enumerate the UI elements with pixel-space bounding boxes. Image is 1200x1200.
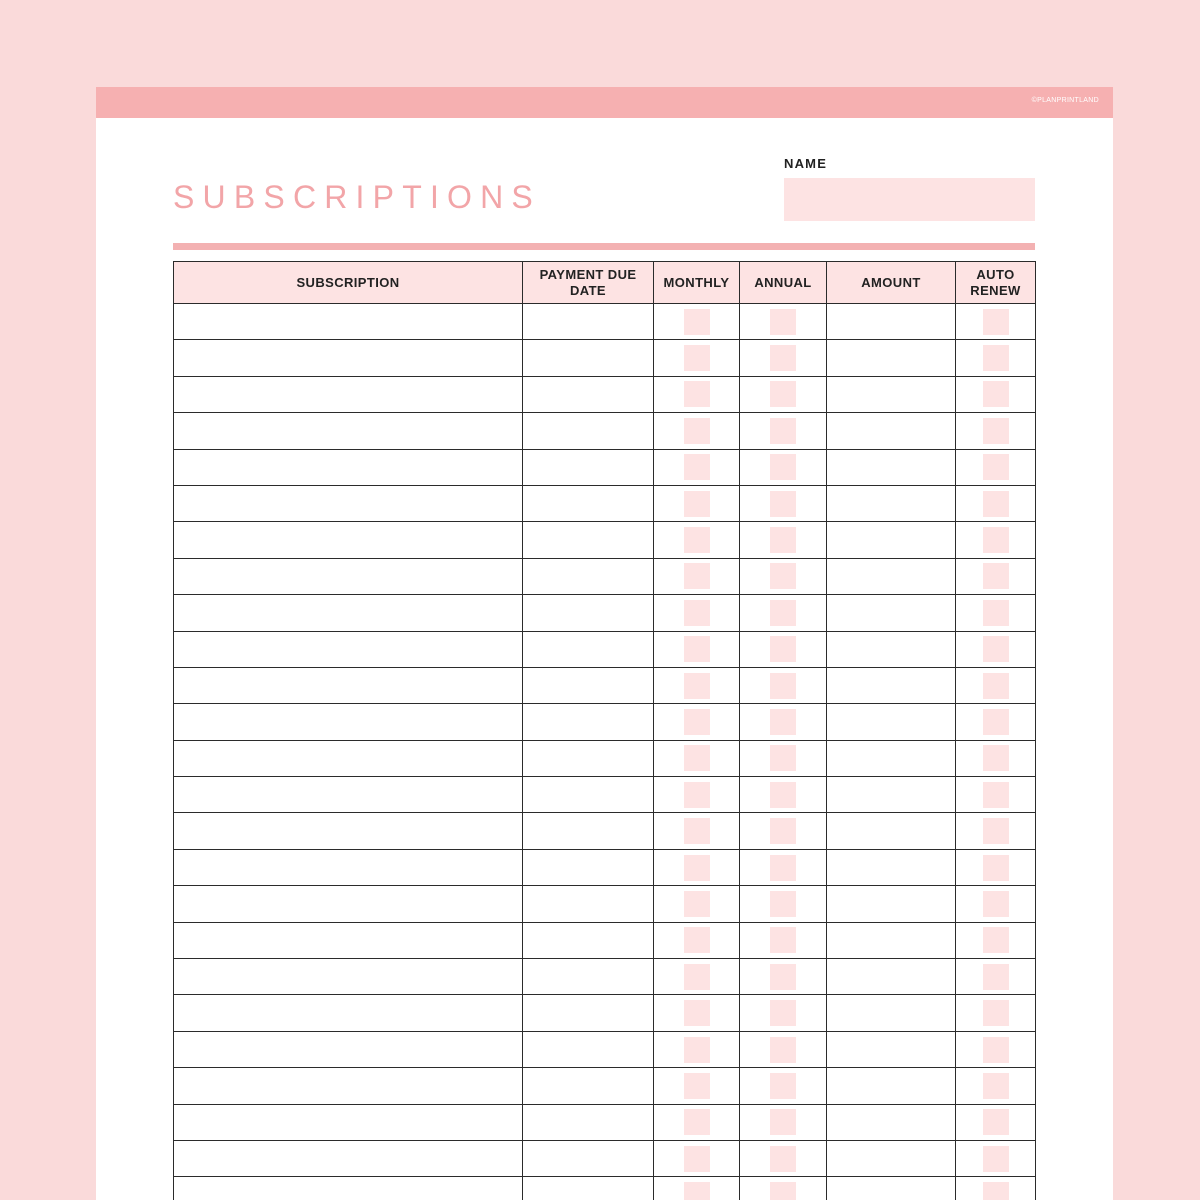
divider-rule <box>173 243 1035 250</box>
table-row <box>174 449 1036 485</box>
checkbox[interactable] <box>770 709 796 735</box>
checkbox[interactable] <box>684 600 710 626</box>
column-header-annual: ANNUAL <box>740 262 827 304</box>
table-row <box>174 922 1036 958</box>
table-cell[interactable] <box>523 558 654 594</box>
checkbox-cell[interactable] <box>740 631 827 667</box>
checkbox[interactable] <box>983 1109 1009 1135</box>
checkbox[interactable] <box>684 709 710 735</box>
table-row <box>174 376 1036 412</box>
checkbox-cell[interactable] <box>740 1104 827 1140</box>
checkbox[interactable] <box>770 1182 796 1200</box>
table-cell[interactable] <box>523 485 654 521</box>
table-cell[interactable] <box>827 558 956 594</box>
checkbox[interactable] <box>983 454 1009 480</box>
table-cell[interactable] <box>827 413 956 449</box>
checkbox[interactable] <box>770 1037 796 1063</box>
copyright-text: ©PLANPRINTLAND <box>1031 97 1099 104</box>
table-cell[interactable] <box>174 1104 523 1140</box>
subscriptions-table-container <box>173 261 1035 1200</box>
table-cell[interactable] <box>523 704 654 740</box>
checkbox-cell[interactable] <box>956 849 1036 885</box>
checkbox-cell[interactable] <box>956 922 1036 958</box>
checkbox[interactable] <box>770 345 796 371</box>
checkbox-cell[interactable] <box>956 449 1036 485</box>
checkbox[interactable] <box>983 527 1009 553</box>
checkbox[interactable] <box>770 891 796 917</box>
checkbox-cell[interactable] <box>654 522 740 558</box>
table-cell[interactable] <box>827 777 956 813</box>
table-cell[interactable] <box>827 813 956 849</box>
table-row <box>174 304 1036 340</box>
table-cell[interactable] <box>523 413 654 449</box>
table-cell[interactable] <box>174 740 523 776</box>
checkbox[interactable] <box>770 1146 796 1172</box>
table-row <box>174 1104 1036 1140</box>
checkbox-cell[interactable] <box>740 1068 827 1104</box>
table-row <box>174 777 1036 813</box>
table-cell[interactable] <box>827 922 956 958</box>
checkbox-cell[interactable] <box>740 777 827 813</box>
checkbox[interactable] <box>770 782 796 808</box>
table-cell[interactable] <box>174 522 523 558</box>
table-cell[interactable] <box>523 813 654 849</box>
checkbox-cell[interactable] <box>654 959 740 995</box>
checkbox[interactable] <box>684 1000 710 1026</box>
checkbox[interactable] <box>983 891 1009 917</box>
checkbox-cell[interactable] <box>956 304 1036 340</box>
table-cell[interactable] <box>827 1068 956 1104</box>
checkbox[interactable] <box>684 855 710 881</box>
table-cell[interactable] <box>827 740 956 776</box>
checkbox[interactable] <box>983 345 1009 371</box>
checkbox[interactable] <box>983 636 1009 662</box>
checkbox-cell[interactable] <box>654 1177 740 1200</box>
table-cell[interactable] <box>523 1140 654 1176</box>
table-cell[interactable] <box>827 995 956 1031</box>
checkbox-cell[interactable] <box>654 1140 740 1176</box>
checkbox[interactable] <box>684 745 710 771</box>
name-label: NAME <box>784 156 828 171</box>
checkbox-cell[interactable] <box>654 886 740 922</box>
checkbox-cell[interactable] <box>740 304 827 340</box>
column-header-auto-renew: AUTO RENEW <box>956 262 1036 304</box>
checkbox[interactable] <box>983 563 1009 589</box>
table-cell[interactable] <box>523 995 654 1031</box>
table-row <box>174 631 1036 667</box>
table-cell[interactable] <box>523 740 654 776</box>
table-cell[interactable] <box>827 1031 956 1067</box>
table-cell[interactable] <box>174 959 523 995</box>
checkbox[interactable] <box>983 818 1009 844</box>
table-header-row <box>174 262 1036 304</box>
table-cell[interactable] <box>174 1068 523 1104</box>
checkbox-cell[interactable] <box>956 777 1036 813</box>
checkbox[interactable] <box>684 1037 710 1063</box>
table-cell[interactable] <box>523 922 654 958</box>
table-cell[interactable] <box>523 449 654 485</box>
table-row <box>174 704 1036 740</box>
checkbox-cell[interactable] <box>956 485 1036 521</box>
checkbox-cell[interactable] <box>654 777 740 813</box>
checkbox-cell[interactable] <box>956 886 1036 922</box>
table-cell[interactable] <box>174 485 523 521</box>
checkbox[interactable] <box>983 782 1009 808</box>
checkbox-cell[interactable] <box>740 813 827 849</box>
table-row <box>174 1068 1036 1104</box>
table-row <box>174 1031 1036 1067</box>
column-header-subscription: SUBSCRIPTION <box>174 262 523 304</box>
table-cell[interactable] <box>523 522 654 558</box>
table-cell[interactable] <box>827 667 956 703</box>
checkbox-cell[interactable] <box>740 413 827 449</box>
checkbox-cell[interactable] <box>654 449 740 485</box>
checkbox[interactable] <box>983 1037 1009 1063</box>
table-cell[interactable] <box>174 995 523 1031</box>
table-row <box>174 485 1036 521</box>
checkbox[interactable] <box>684 491 710 517</box>
table-cell[interactable] <box>827 631 956 667</box>
table-cell[interactable] <box>827 1140 956 1176</box>
name-field[interactable] <box>784 178 1035 221</box>
checkbox[interactable] <box>983 964 1009 990</box>
table-cell[interactable] <box>523 376 654 412</box>
checkbox[interactable] <box>684 418 710 444</box>
checkbox[interactable] <box>983 1146 1009 1172</box>
checkbox-cell[interactable] <box>740 922 827 958</box>
checkbox[interactable] <box>770 454 796 480</box>
table-cell[interactable] <box>523 667 654 703</box>
table-cell[interactable] <box>523 959 654 995</box>
table-cell[interactable] <box>174 704 523 740</box>
checkbox-cell[interactable] <box>956 1031 1036 1067</box>
checkbox[interactable] <box>770 309 796 335</box>
checkbox[interactable] <box>770 563 796 589</box>
checkbox-cell[interactable] <box>740 849 827 885</box>
table-cell[interactable] <box>827 522 956 558</box>
checkbox[interactable] <box>770 600 796 626</box>
subscriptions-table <box>173 261 1036 1200</box>
table-cell[interactable] <box>827 1104 956 1140</box>
table-cell[interactable] <box>523 340 654 376</box>
checkbox[interactable] <box>983 600 1009 626</box>
checkbox-cell[interactable] <box>654 922 740 958</box>
checkbox[interactable] <box>983 418 1009 444</box>
checkbox[interactable] <box>770 381 796 407</box>
table-cell[interactable] <box>827 849 956 885</box>
checkbox[interactable] <box>983 673 1009 699</box>
table-cell[interactable] <box>827 449 956 485</box>
checkbox-cell[interactable] <box>956 340 1036 376</box>
checkbox[interactable] <box>770 855 796 881</box>
checkbox[interactable] <box>770 927 796 953</box>
table-cell[interactable] <box>827 886 956 922</box>
table-cell[interactable] <box>174 558 523 594</box>
checkbox-cell[interactable] <box>740 449 827 485</box>
table-cell[interactable] <box>174 777 523 813</box>
checkbox[interactable] <box>770 673 796 699</box>
table-body <box>174 304 1036 1200</box>
checkbox-cell[interactable] <box>956 995 1036 1031</box>
checkbox[interactable] <box>770 1000 796 1026</box>
table-cell[interactable] <box>523 1031 654 1067</box>
checkbox-cell[interactable] <box>956 558 1036 594</box>
checkbox-cell[interactable] <box>740 667 827 703</box>
checkbox-cell[interactable] <box>740 485 827 521</box>
checkbox-cell[interactable] <box>654 485 740 521</box>
checkbox-cell[interactable] <box>740 558 827 594</box>
table-cell[interactable] <box>174 449 523 485</box>
checkbox[interactable] <box>983 709 1009 735</box>
table-row <box>174 340 1036 376</box>
checkbox[interactable] <box>983 491 1009 517</box>
table-cell[interactable] <box>174 886 523 922</box>
table-row <box>174 886 1036 922</box>
checkbox-cell[interactable] <box>654 740 740 776</box>
checkbox-cell[interactable] <box>740 340 827 376</box>
table-cell[interactable] <box>174 631 523 667</box>
checkbox[interactable] <box>684 818 710 844</box>
page-title: SUBSCRIPTIONS <box>173 179 541 215</box>
checkbox-cell[interactable] <box>740 995 827 1031</box>
checkbox-cell[interactable] <box>654 376 740 412</box>
checkbox[interactable] <box>770 818 796 844</box>
checkbox[interactable] <box>770 1073 796 1099</box>
checkbox[interactable] <box>684 891 710 917</box>
table-row <box>174 522 1036 558</box>
table-cell[interactable] <box>174 667 523 703</box>
table-cell[interactable] <box>523 1104 654 1140</box>
checkbox-cell[interactable] <box>956 1068 1036 1104</box>
checkbox-cell[interactable] <box>956 376 1036 412</box>
checkbox[interactable] <box>684 309 710 335</box>
table-cell[interactable] <box>523 304 654 340</box>
table-cell[interactable] <box>174 595 523 631</box>
checkbox-cell[interactable] <box>654 704 740 740</box>
checkbox[interactable] <box>983 745 1009 771</box>
checkbox-cell[interactable] <box>956 813 1036 849</box>
table-row <box>174 813 1036 849</box>
checkbox[interactable] <box>684 927 710 953</box>
checkbox[interactable] <box>770 745 796 771</box>
checkbox[interactable] <box>983 309 1009 335</box>
checkbox-cell[interactable] <box>956 1104 1036 1140</box>
checkbox-cell[interactable] <box>740 522 827 558</box>
table-cell[interactable] <box>827 304 956 340</box>
table-cell[interactable] <box>827 959 956 995</box>
table-cell[interactable] <box>523 849 654 885</box>
checkbox[interactable] <box>770 527 796 553</box>
table-row <box>174 413 1036 449</box>
table-row <box>174 1177 1036 1200</box>
table-cell[interactable] <box>523 1068 654 1104</box>
table-cell[interactable] <box>523 595 654 631</box>
table-cell[interactable] <box>827 1177 956 1200</box>
checkbox-cell[interactable] <box>740 376 827 412</box>
table-cell[interactable] <box>523 631 654 667</box>
checkbox-cell[interactable] <box>654 340 740 376</box>
checkbox[interactable] <box>983 1182 1009 1200</box>
table-cell[interactable] <box>174 304 523 340</box>
checkbox-cell[interactable] <box>654 413 740 449</box>
checkbox[interactable] <box>684 1109 710 1135</box>
checkbox-cell[interactable] <box>740 740 827 776</box>
checkbox-cell[interactable] <box>956 740 1036 776</box>
checkbox[interactable] <box>983 855 1009 881</box>
checkbox[interactable] <box>684 964 710 990</box>
table-cell[interactable] <box>174 340 523 376</box>
checkbox[interactable] <box>983 1000 1009 1026</box>
checkbox[interactable] <box>983 927 1009 953</box>
column-header-amount: AMOUNT <box>827 262 956 304</box>
table-cell[interactable] <box>174 849 523 885</box>
table-row <box>174 667 1036 703</box>
column-header-monthly: MONTHLY <box>654 262 740 304</box>
checkbox-cell[interactable] <box>654 667 740 703</box>
checkbox-cell[interactable] <box>654 1031 740 1067</box>
checkbox-cell[interactable] <box>654 1068 740 1104</box>
table-row <box>174 740 1036 776</box>
table-row <box>174 849 1036 885</box>
top-band <box>96 87 1113 118</box>
table-row <box>174 995 1036 1031</box>
table-cell[interactable] <box>827 376 956 412</box>
checkbox[interactable] <box>983 381 1009 407</box>
checkbox[interactable] <box>684 1146 710 1172</box>
checkbox-cell[interactable] <box>740 886 827 922</box>
checkbox-cell[interactable] <box>956 595 1036 631</box>
checkbox[interactable] <box>684 782 710 808</box>
checkbox[interactable] <box>684 1073 710 1099</box>
checkbox-cell[interactable] <box>740 1140 827 1176</box>
table-cell[interactable] <box>174 413 523 449</box>
checkbox-cell[interactable] <box>740 704 827 740</box>
table-cell[interactable] <box>174 922 523 958</box>
table-cell[interactable] <box>827 595 956 631</box>
checkbox[interactable] <box>684 527 710 553</box>
checkbox-cell[interactable] <box>740 959 827 995</box>
checkbox-cell[interactable] <box>654 595 740 631</box>
checkbox[interactable] <box>684 345 710 371</box>
checkbox-cell[interactable] <box>956 704 1036 740</box>
checkbox[interactable] <box>770 1109 796 1135</box>
table-cell[interactable] <box>827 704 956 740</box>
checkbox-cell[interactable] <box>654 558 740 594</box>
checkbox[interactable] <box>684 673 710 699</box>
checkbox-cell[interactable] <box>956 413 1036 449</box>
table-cell[interactable] <box>523 886 654 922</box>
checkbox[interactable] <box>684 454 710 480</box>
table-cell[interactable] <box>827 485 956 521</box>
checkbox-cell[interactable] <box>654 631 740 667</box>
checkbox-cell[interactable] <box>956 631 1036 667</box>
checkbox-cell[interactable] <box>740 1031 827 1067</box>
checkbox-cell[interactable] <box>956 1140 1036 1176</box>
table-cell[interactable] <box>174 813 523 849</box>
checkbox[interactable] <box>684 563 710 589</box>
table-cell[interactable] <box>174 376 523 412</box>
table-row <box>174 558 1036 594</box>
checkbox[interactable] <box>684 381 710 407</box>
table-row <box>174 595 1036 631</box>
checkbox[interactable] <box>770 491 796 517</box>
checkbox[interactable] <box>770 636 796 662</box>
checkbox[interactable] <box>983 1073 1009 1099</box>
checkbox[interactable] <box>684 1182 710 1200</box>
table-cell[interactable] <box>174 1140 523 1176</box>
checkbox-cell[interactable] <box>956 522 1036 558</box>
table-row <box>174 1140 1036 1176</box>
table-cell[interactable] <box>523 1177 654 1200</box>
checkbox-cell[interactable] <box>740 1177 827 1200</box>
table-cell[interactable] <box>174 1177 523 1200</box>
planner-sheet <box>96 87 1113 1200</box>
table-cell[interactable] <box>523 777 654 813</box>
checkbox-cell[interactable] <box>654 995 740 1031</box>
checkbox-cell[interactable] <box>654 813 740 849</box>
checkbox[interactable] <box>684 636 710 662</box>
checkbox[interactable] <box>770 964 796 990</box>
table-cell[interactable] <box>827 340 956 376</box>
table-row <box>174 959 1036 995</box>
table-cell[interactable] <box>174 1031 523 1067</box>
checkbox-cell[interactable] <box>740 595 827 631</box>
checkbox-cell[interactable] <box>956 667 1036 703</box>
checkbox-cell[interactable] <box>956 1177 1036 1200</box>
checkbox-cell[interactable] <box>956 959 1036 995</box>
checkbox-cell[interactable] <box>654 849 740 885</box>
column-header-payment-due-date: PAYMENT DUE DATE <box>523 262 654 304</box>
checkbox-cell[interactable] <box>654 1104 740 1140</box>
checkbox[interactable] <box>770 418 796 444</box>
checkbox-cell[interactable] <box>654 304 740 340</box>
